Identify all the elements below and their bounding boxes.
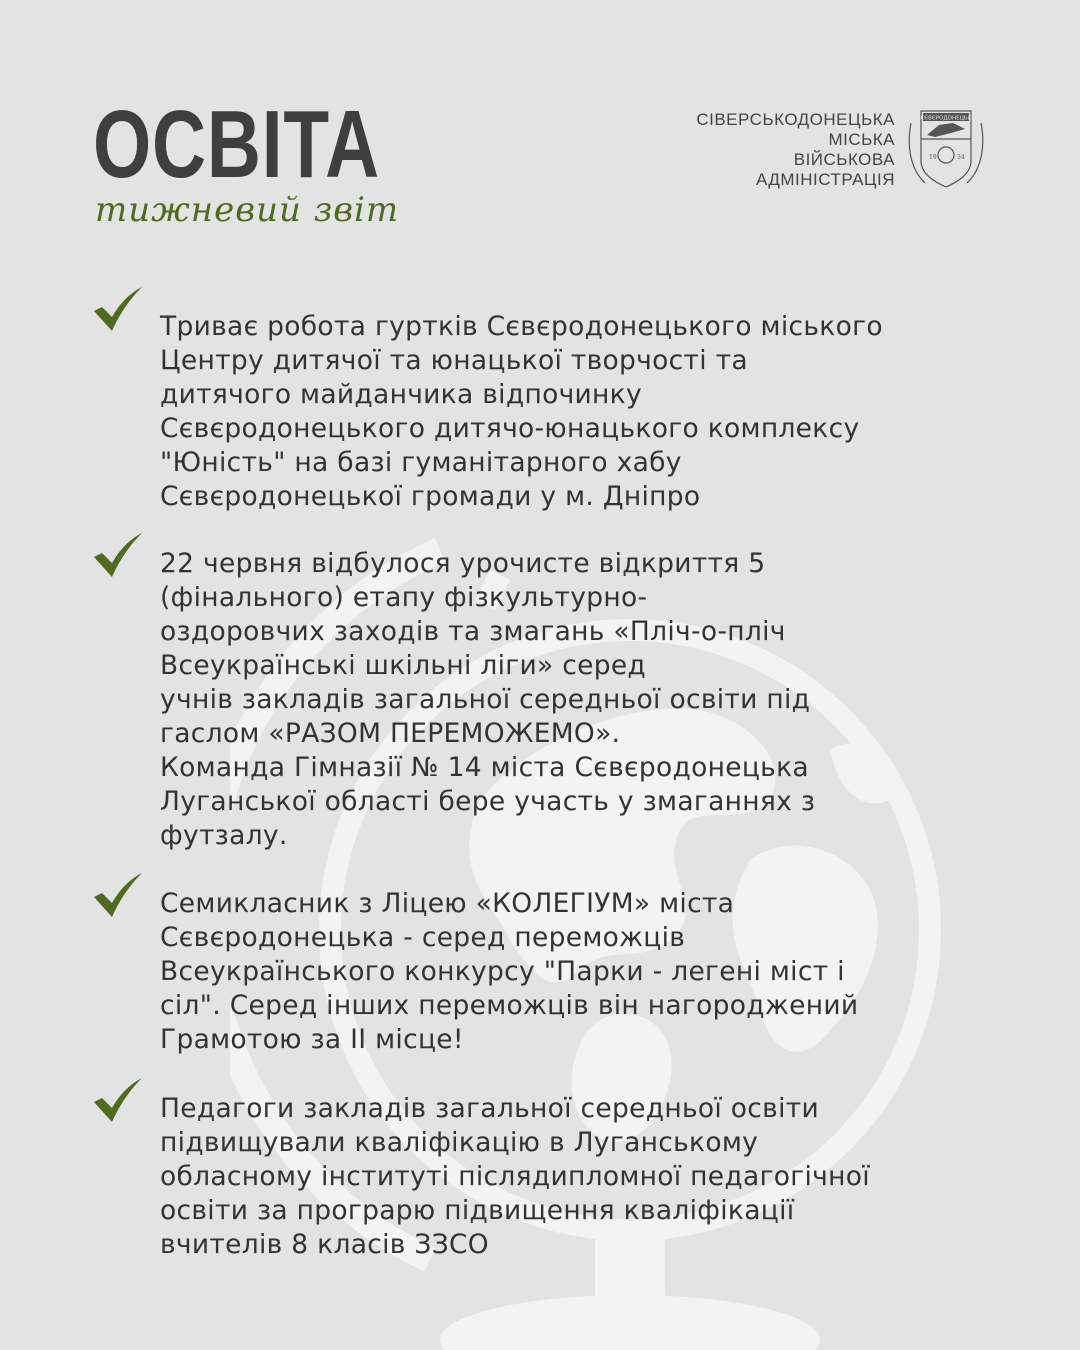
- list-item-text: Педагоги закладів загальної середньої освіти підвищували кваліфікацію в Луганському обласному інституті післядипломної педагогічної освіти за програрю підвищення кваліфікації вчителів 8 класів ЗЗСО: [160, 1093, 870, 1260]
- emblem-year-right: 34: [957, 154, 965, 161]
- administration-name-line: СІВЕРСЬКОДОНЕЦЬКА: [696, 110, 895, 129]
- check-mark-icon: [92, 533, 144, 577]
- administration-name-line: ВІЙСЬКОВА: [793, 150, 895, 169]
- list-item-text: Семикласник з Ліцею «КОЛЕГІУМ» міста Сєвєродонецька - серед переможців Всеукраїнського конкурсу "Парки - легені міст і сіл". Серед інших переможців він нагороджений Грамотою за ІІ місце!: [160, 888, 859, 1055]
- administration-name-line: МІСЬКА: [828, 130, 895, 149]
- check-mark-icon: [92, 1078, 144, 1122]
- city-coat-of-arms-icon: [905, 103, 987, 193]
- check-mark-icon: [92, 287, 144, 331]
- list-item-text: Триває робота гуртків Сєвєродонецького міського Центру дитячої та юнацької творчості та дитячого майданчика відпочинку Сєвєродонецького дитячо-юнацького комплексу "Юність" на базі гуманітарного хабу Сєвєродонецької громади у м. Дніпро: [160, 311, 883, 512]
- emblem-label: СЄВЄРОДОНЕЦЬК: [920, 115, 972, 122]
- list-item-text: 22 червня відбулося урочисте відкриття 5 (фінального) етапу фізкультурно- оздоровчих заходів та змагань «Пліч-о-пліч Всеукраїнські шкільні ліги» серед учнів закладів загальної середньої освіти під гаслом «РАЗОМ ПЕРЕМОЖЕМО». Команда Гімназії № 14 міста Сєвєродонецька Луганської області бере участь у змаганнях з футзалу.: [160, 548, 816, 851]
- emblem-year-left: 19: [929, 154, 937, 161]
- check-mark-icon: [92, 873, 144, 917]
- administration-name: [696, 110, 895, 190]
- page-title: ОСВІТА: [93, 91, 380, 198]
- page-subtitle: тижневий звіт: [95, 190, 400, 230]
- administration-name-line: АДМІНІСТРАЦІЯ: [755, 170, 895, 189]
